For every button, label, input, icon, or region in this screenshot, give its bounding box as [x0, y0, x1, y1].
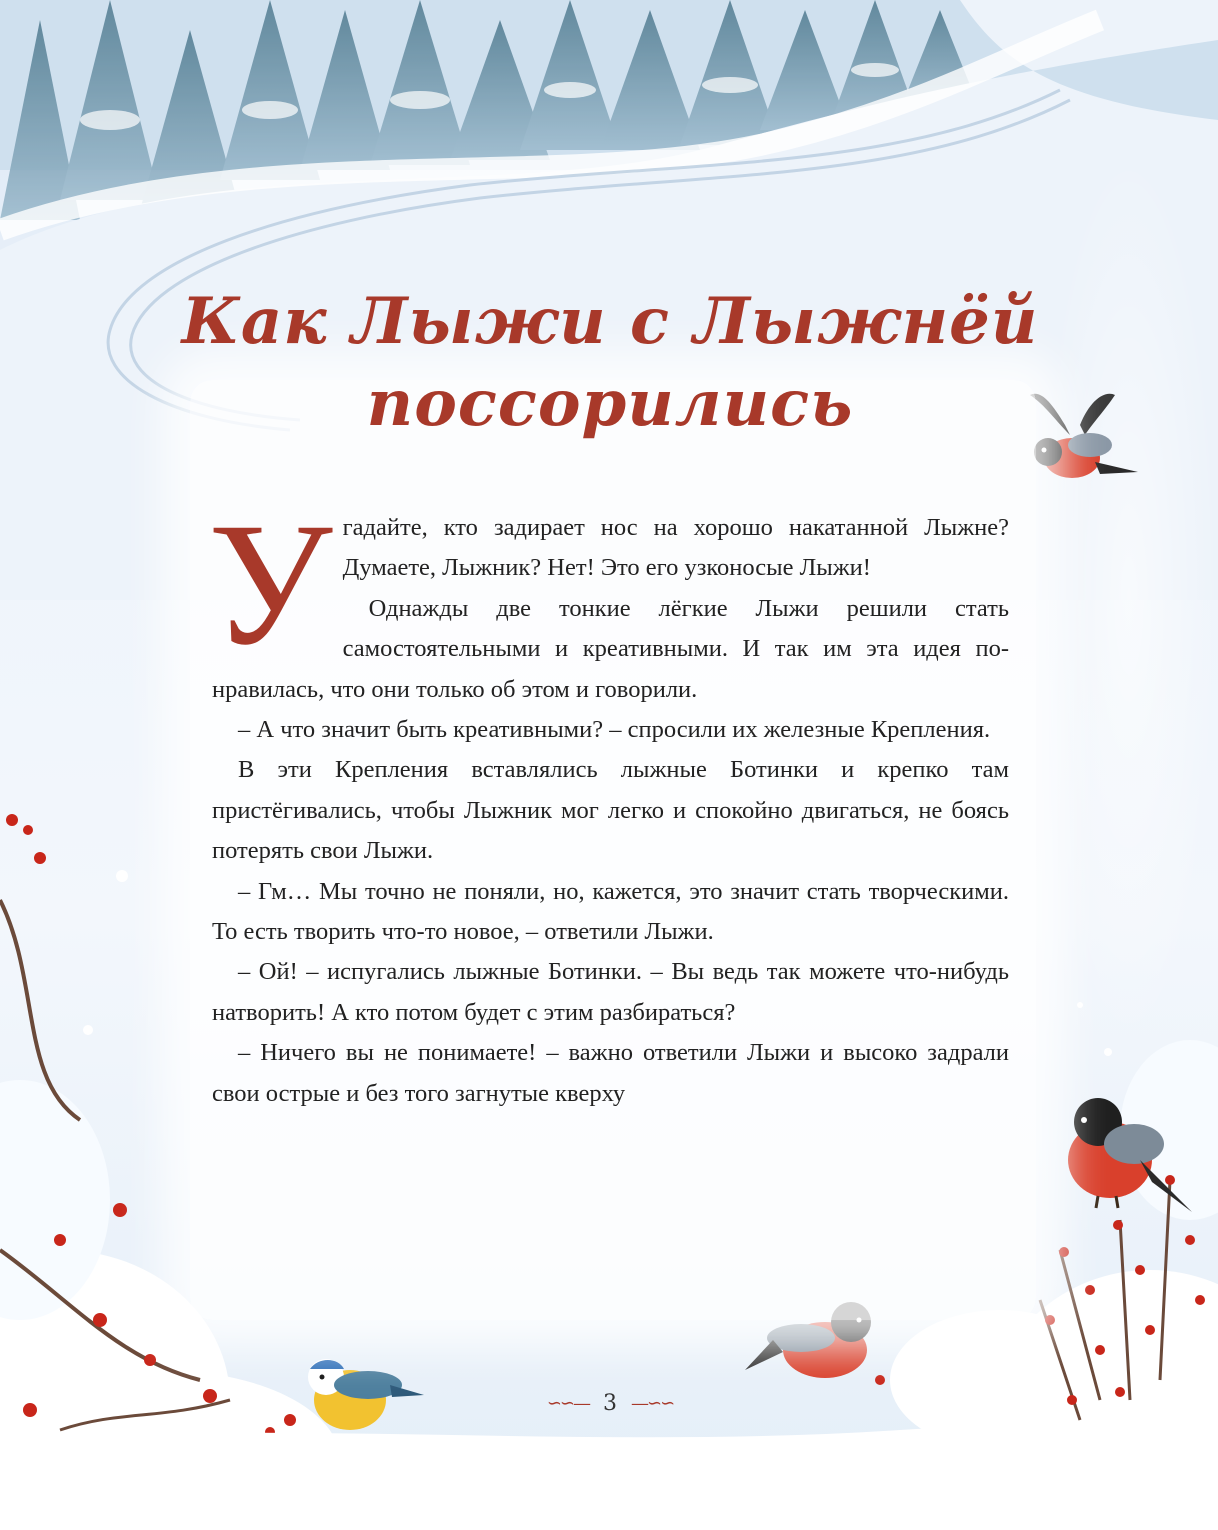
paragraph: – Ничего вы не понимаете! – важно ответили Лыжи и высоко задрали свои острые и без того загнутые кверху: [212, 1039, 1009, 1107]
page-title: [160, 281, 1060, 445]
title-line-1: Как Лыжи с Лыжнёй: [181, 283, 1039, 359]
paragraph: – Гм… Мы точно не поняли, но, кажется, это значит стать творческими. То есть творить что-то новое, – ответили Лыжи.: [212, 877, 1009, 946]
blue-tit-icon: [308, 1359, 424, 1430]
page-number: [510, 1388, 710, 1418]
paragraph: – Ой! – испугались лыжные Ботинки. – Вы ведь так можете что-нибудь натворить! А кто потом будет с этим разбираться?: [212, 958, 1009, 1026]
paragraph: Однажды две тонкие лёгкие Лыжи решили стать самостоятельными и креативными. И так им эта идея понравилась, что они только об этом и говорили.: [212, 594, 1009, 703]
paragraph: гадайте, кто задирает нос на хорошо накатанной Лыжне? Думаете, Лыжник? Нет! Это его узконосые Лыжи!: [342, 514, 1009, 582]
curl-ornament-icon: ∽∽—: [546, 1392, 589, 1414]
story-text: [208, 487, 1009, 1114]
paragraph: – А что значит быть креативными? – спросили их железные Крепления.: [238, 716, 991, 744]
page-number-value: 3: [603, 1390, 617, 1416]
drop-cap: У: [208, 487, 333, 682]
curl-ornament-icon: —∽∽: [631, 1392, 674, 1414]
paragraph: В эти Крепления вставлялись лыжные Ботинки и крепко там пристёгивались, чтобы Лыжник мог легко и спокойно двигаться, не боясь потерять свои Лыжи.: [212, 756, 1009, 865]
title-line-2: поссорились: [366, 365, 854, 441]
